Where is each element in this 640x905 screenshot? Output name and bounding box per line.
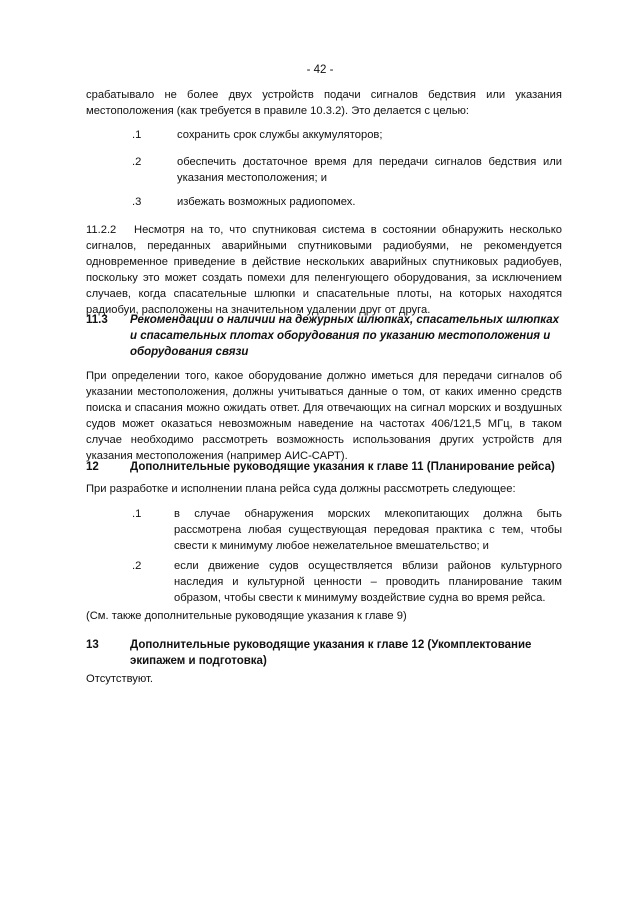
section-number: 12	[86, 461, 99, 473]
section-number: 11.3	[86, 314, 108, 326]
section-title: Дополнительные руководящие указания к главе 11 (Планирование рейса)	[130, 461, 555, 473]
intro-paragraph: срабатывало не более двух устройств подачи сигналов бедствия или указания местоположения (как требуется в правиле 10.3.2). Это делается с целью:	[86, 89, 562, 117]
list-item-text: в случае обнаружения морских млекопитающих должна быть рассмотрена любая существующая передовая практика с тем, чтобы свести к минимуму любое нежелательное вмешательство; и	[174, 508, 562, 552]
list-item-number: .2	[132, 156, 142, 168]
list-item-number: .3	[132, 196, 142, 208]
section-note: (См. также дополнительные руководящие указания к главе 9)	[86, 610, 407, 622]
list-item-text: сохранить срок службы аккумуляторов;	[177, 129, 383, 141]
section-title: Рекомендации о наличии на дежурных шлюпках, спасательных шлюпках и спасательных плотах оборудования по указанию местоположения и оборудования связи	[130, 314, 560, 358]
section-title: Дополнительные руководящие указания к главе 12 (Укомплектование экипажем и подготовка)	[130, 639, 532, 667]
list-item-text: если движение судов осуществляется вблизи районов культурного наследия и культурной ценности – проводить планирование таким образом, чтобы свести к минимуму воздействие судна во время рейса.	[174, 560, 562, 604]
section-number: 13	[86, 639, 99, 651]
section-paragraph: При определении того, какое оборудование должно иметься для передачи сигналов об указании местоположения, должны учитываться данные о том, от каких именно средств поиска и спасания можно ожидать ответ. Для отвечающих на сигнал морских и воздушных судов может оказаться невозможным наведение на частотах 406/121,5 МГц, в таком случае необходимо рассмотреть возможность использования других устройств для указания местоположения (например АИС-САРТ).	[86, 370, 562, 462]
list-item-number: .1	[132, 129, 142, 141]
paragraph-number: 11.2.2	[86, 224, 117, 236]
paragraph-11-2-2	[86, 222, 562, 318]
paragraph-text: Несмотря на то, что спутниковая система в состоянии обнаружить несколько сигналов, переданных аварийными спутниковыми радиобуями, не рекомендуется одновременное приведение в действие нескольких аварийных спутниковых радиобуев, поскольку это может создать помехи для пеленгующего оборудования, за исключением случаев, когда спасательные шлюпки и спасательные плоты, на которых находятся радиобуи, расположены на значительном удалении друг от друга.	[86, 224, 563, 316]
list-item-text: избежать возможных радиопомех.	[177, 196, 356, 208]
section-intro: При разработке и исполнении плана рейса суда должны рассмотреть следующее:	[86, 483, 516, 495]
list-item-number: .1	[132, 508, 142, 520]
page-number: - 42 -	[306, 64, 334, 76]
list-item-text: обеспечить достаточное время для передачи сигналов бедствия или указания местоположения; и	[177, 156, 562, 184]
list-item-number: .2	[132, 560, 142, 572]
section-paragraph: Отсутствуют.	[86, 673, 154, 685]
